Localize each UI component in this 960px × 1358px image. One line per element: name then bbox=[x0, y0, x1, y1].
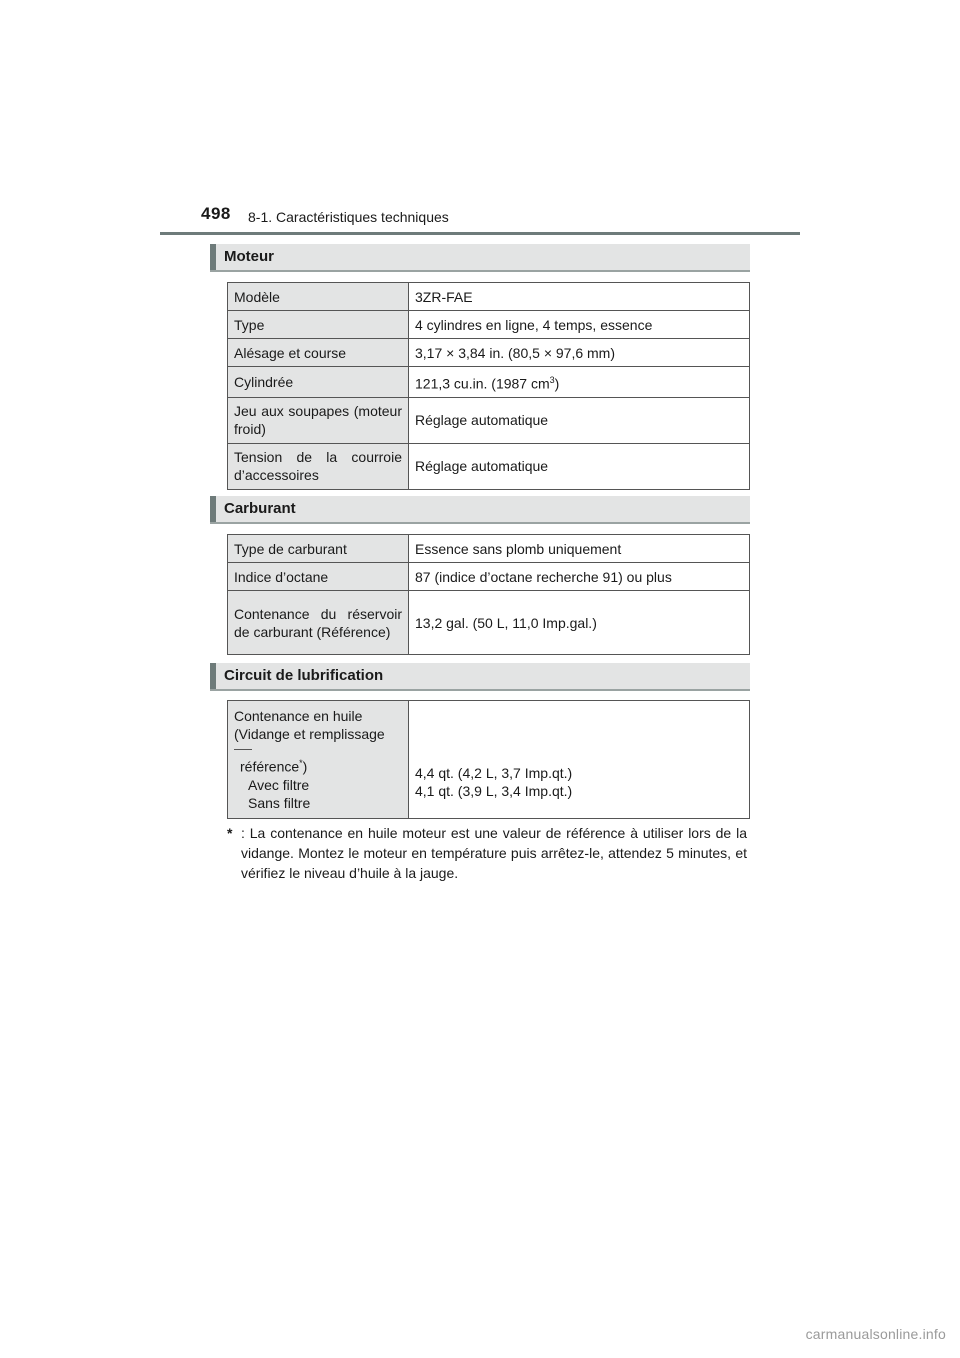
row-label: Tension de la courroie d’accessoires bbox=[228, 443, 409, 489]
row-value: Réglage automatique bbox=[409, 443, 750, 489]
row-value: 3ZR-FAE bbox=[409, 283, 750, 311]
value-superscript: 3 bbox=[549, 375, 555, 385]
label-sub-with-filter: Avec filtre bbox=[248, 776, 310, 793]
value-with-filter: 4,4 qt. (4,2 L, 3,7 Imp.qt.) bbox=[415, 765, 573, 781]
carburant-table bbox=[227, 534, 750, 655]
table-row bbox=[228, 311, 750, 339]
table-row bbox=[228, 563, 750, 591]
section-title: Moteur bbox=[224, 248, 274, 265]
footnote bbox=[227, 823, 747, 883]
row-value: 87 (indice d’octane recherche 91) ou plus bbox=[409, 563, 750, 591]
row-label: Type bbox=[228, 311, 409, 339]
table-row bbox=[228, 535, 750, 563]
value-end: ) bbox=[554, 375, 560, 392]
label-close: ) bbox=[302, 758, 308, 775]
table-row bbox=[228, 283, 750, 311]
moteur-table bbox=[227, 282, 750, 490]
watermark: carmanualsonline.info bbox=[805, 1326, 946, 1342]
chapter-title: 8-1. Caractéristiques techniques bbox=[248, 209, 449, 225]
value-without-filter: 4,1 qt. (3,9 L, 3,4 Imp.qt.) bbox=[415, 783, 573, 799]
label-reference bbox=[234, 754, 402, 776]
row-label: Indice d’octane bbox=[228, 563, 409, 591]
section-header-lubrification bbox=[210, 663, 750, 691]
footnote-mark: * bbox=[227, 825, 233, 841]
asterisk-mark: * bbox=[299, 758, 303, 769]
row-label: Jeu aux soupapes (moteur froid) bbox=[228, 397, 409, 443]
row-label: Contenance du réservoir de carburant (Référence) bbox=[228, 591, 409, 655]
row-label: Type de carburant bbox=[228, 535, 409, 563]
table-row bbox=[228, 339, 750, 367]
row-value bbox=[409, 701, 750, 819]
dash-divider bbox=[234, 749, 252, 750]
row-value: 13,2 gal. (50 L, 11,0 Imp.gal.) bbox=[409, 591, 750, 655]
row-label: Modèle bbox=[228, 283, 409, 311]
section-header-carburant bbox=[210, 496, 750, 524]
page-number: 498 bbox=[201, 204, 231, 223]
row-label bbox=[228, 701, 409, 819]
lubrification-table bbox=[227, 700, 750, 819]
label-reference-text: référence bbox=[240, 758, 300, 775]
row-value: 4 cylindres en ligne, 4 temps, essence bbox=[409, 311, 750, 339]
table-row bbox=[228, 591, 750, 655]
section-bar bbox=[210, 496, 216, 522]
row-value: Essence sans plomb uniquement bbox=[409, 535, 750, 563]
table-row bbox=[228, 367, 750, 398]
footnote-text: : La contenance en huile moteur est une valeur de référence à utiliser lors de la vidange. Montez le moteur en température puis arrêtez-le, attendez 5 minutes, et vérifiez le niveau d’huile à la jauge. bbox=[241, 825, 747, 881]
section-bar bbox=[210, 663, 216, 689]
row-value: 3,17 × 3,84 in. (80,5 × 97,6 mm) bbox=[409, 339, 750, 367]
label-sub-without-filter: Sans filtre bbox=[248, 794, 311, 811]
value-text: 121,3 cu.in. (1987 cm bbox=[415, 375, 550, 392]
row-label: Alésage et course bbox=[228, 339, 409, 367]
label-line: Contenance en huile (Vidange et remplissage bbox=[234, 708, 385, 743]
row-label: Cylindrée bbox=[228, 367, 409, 398]
table-row bbox=[228, 701, 750, 819]
table-row bbox=[228, 443, 750, 489]
table-row bbox=[228, 397, 750, 443]
section-bar bbox=[210, 244, 216, 270]
section-header-moteur bbox=[210, 244, 750, 272]
section-title: Carburant bbox=[224, 500, 296, 517]
row-value bbox=[409, 367, 750, 398]
header-rule bbox=[160, 232, 800, 235]
section-title: Circuit de lubrification bbox=[224, 667, 384, 684]
row-value: Réglage automatique bbox=[409, 397, 750, 443]
